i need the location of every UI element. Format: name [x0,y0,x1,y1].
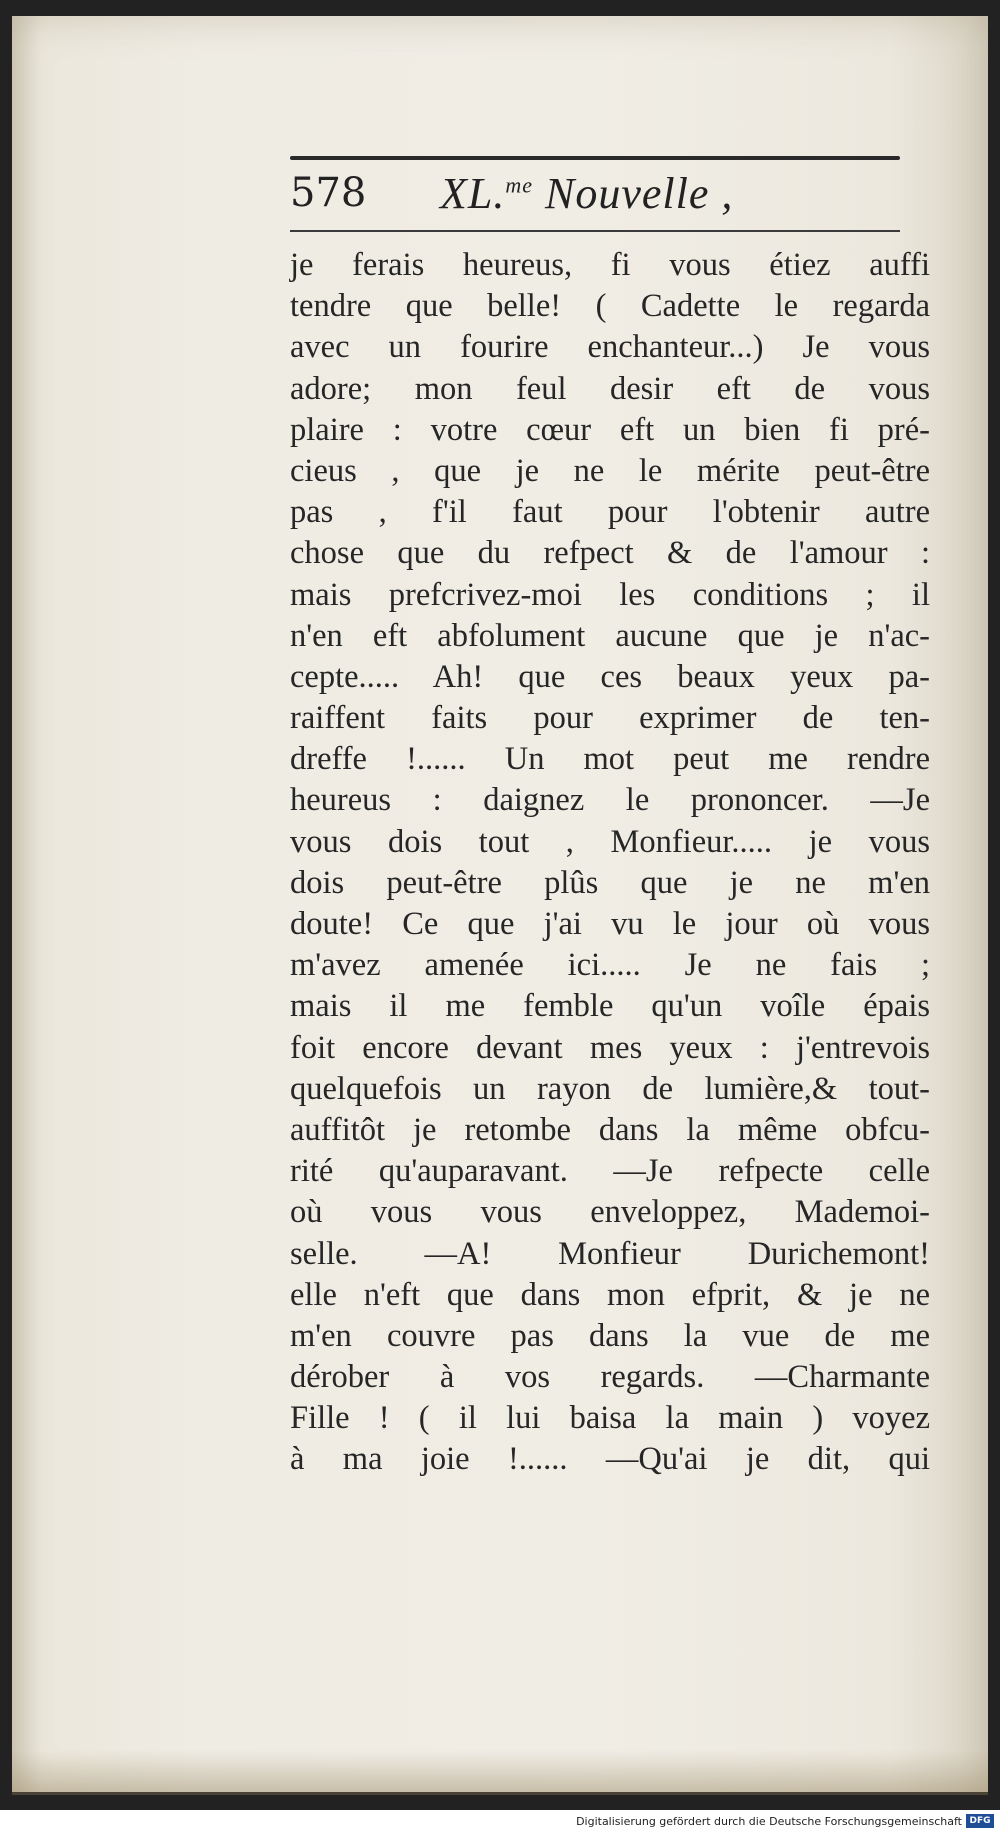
text-line: rité qu'auparavant. —Je refpecte celle [290,1153,930,1190]
text-line: plaire : votre cœur eft un bien fi pré- [290,411,930,448]
text-line: m'en couvre pas dans la vue de me [290,1317,930,1354]
text-line: quelquefois un rayon de lumière,& tout- [290,1070,930,1107]
page-edge-shadow [12,1750,988,1795]
text-line: dérober à vos regards. —Charmante [290,1359,930,1396]
running-title-superscript: me [505,172,534,198]
text-line: n'en eft abfolument aucune que je n'ac- [290,617,930,654]
text-line: chose que du refpect & de l'amour : [290,535,930,572]
text-line: m'avez amenée ici..... Je ne fais ; [290,947,930,984]
text-line: cieus , que je ne le mérite peut-être [290,452,930,489]
text-line: où vous vous enveloppez, Mademoi- [290,1194,930,1231]
text-line: heureus : daignez le prononcer. —Je [290,782,930,819]
text-line: adore; mon feul desir eft de vous [290,370,930,407]
text-line: pas , f'il faut pour l'obtenir autre [290,494,930,531]
text-line: elle n'eft que dans mon efprit, & je ne [290,1276,930,1313]
body-text [290,245,930,1481]
text-line: dois peut-être plûs que je ne m'en [290,864,930,901]
text-line: Fille ! ( il lui baisa la main ) voyez [290,1400,930,1437]
text-line: doute! Ce que j'ai vu le jour où vous [290,906,930,942]
text-line: raiffent faits pour exprimer de ten- [290,700,930,737]
text-line: vous dois tout , Monfieur..... je vous [290,823,930,860]
text-line: je ferais heureus, fi vous étiez auffi [290,247,930,283]
text-line: mais il me femble qu'un voîle épais [290,988,930,1025]
running-title-prefix: XL. [440,169,506,218]
running-title [440,168,733,219]
text-line: mais prefcrivez-moi les conditions ; il [290,576,930,613]
dfg-logo: DFG [966,1814,994,1828]
page-number: 578 [290,170,367,216]
text-line: tendre que belle! ( Cadette le regarda [290,288,930,325]
text-line: à ma joie !...... —Qu'ai je dit, qui [290,1441,930,1478]
text-line: dreffe !...... Un mot peut me rendre [290,741,930,778]
text-line: avec un fourire enchanteur...) Je vous [290,329,930,366]
running-header [290,150,900,240]
header-rule-bottom [290,230,900,232]
header-rule-top [290,156,900,160]
text-line: cepte..... Ah! que ces beaux yeux pa- [290,658,930,695]
text-line: foit encore devant mes yeux : j'entrevois [290,1029,930,1066]
digitization-credit: Digitalisierung gefördert durch die Deutsche Forschungsgemeinschaft [576,1815,962,1828]
text-line: auffitôt je retombe dans la même obfcu- [290,1111,930,1148]
text-line: selle. —A! Monfieur Durichemont! [290,1235,930,1272]
running-title-suffix: Nouvelle , [533,169,734,218]
